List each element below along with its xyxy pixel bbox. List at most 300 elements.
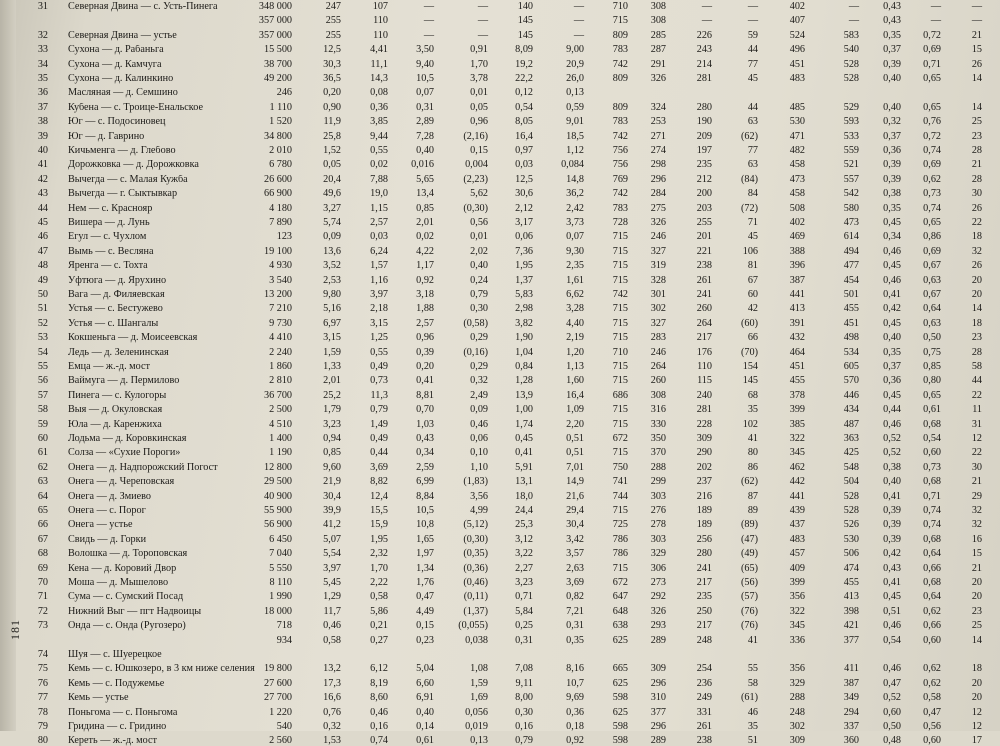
table-cell: 0,69 [923,245,941,257]
table-cell: 11,9 [323,116,341,128]
table-cell: 9,69 [566,692,584,704]
table-cell: 0,55 [370,145,388,156]
table-cell: 7,36 [515,245,533,257]
table-cell: 6 450 [269,533,292,545]
river-station-name: Дорожковка — д. Дорожковка [68,160,199,171]
table-cell: 40 900 [263,490,292,502]
table-cell: 0,79 [470,289,488,300]
table-cell: 26 [971,58,982,70]
table-cell: 0,40 [470,260,488,272]
table-cell: 217 [696,620,712,632]
table-cell: 0,016 [411,159,434,171]
table-row [26,362,986,372]
table-cell: 0,64 [923,303,941,315]
table-cell: 0,29 [470,332,488,344]
table-cell: 0,47 [923,706,941,718]
table-cell: 8,05 [515,116,533,128]
row-number: 68 [37,548,48,560]
table-cell: 13,4 [416,188,434,200]
table-cell: 378 [789,389,805,401]
table-cell: 280 [696,101,712,113]
table-cell: 253 [650,116,666,128]
table-cell: 7,21 [566,605,584,617]
table-cell: 0,62 [923,605,941,617]
table-cell: 102 [742,418,758,430]
table-cell: 0,34 [416,447,434,459]
table-cell: 2 560 [269,735,292,746]
table-cell: 396 [789,260,805,272]
river-station-name: Ваймуга — д. Пермилово [68,376,180,387]
row-number: 32 [37,29,48,41]
table-cell: 28 [971,145,982,156]
table-cell: 0,05 [323,159,341,171]
table-cell: 77 [747,58,758,70]
table-cell: 744 [612,490,628,502]
table-cell: (89) [741,519,758,531]
table-cell: 0,12 [515,87,533,99]
table-row [26,189,986,199]
table-cell: 5,45 [323,577,341,588]
table-cell: 26 600 [263,173,292,185]
table-cell: 557 [843,173,859,185]
table-cell: 8,09 [515,44,533,56]
table-cell: 14,3 [370,73,388,84]
table-cell: 260 [696,303,712,315]
river-station-name: Ледь — д. Зеленинская [68,347,169,358]
table-cell: 451 [789,361,805,372]
table-cell: 209 [696,130,712,142]
table-cell: 1 190 [269,447,292,459]
table-cell: 432 [789,332,805,344]
table-cell: 236 [696,677,712,689]
table-cell: 1,03 [416,418,434,430]
table-cell: 0,47 [416,591,434,603]
table-cell: 2,18 [370,303,388,315]
table-cell: 201 [696,231,712,243]
river-station-name: Кереть — ж.-д. мост [68,736,157,746]
table-cell: 0,07 [416,87,434,99]
table-cell: 809 [612,29,628,41]
table-cell: 41 [747,433,758,444]
row-number: 73 [37,620,48,632]
table-cell: 0,92 [566,735,584,746]
table-cell: 283 [650,332,666,344]
table-cell: 1,90 [515,332,533,344]
row-number: 77 [37,692,48,704]
table-cell: 1 860 [269,361,292,372]
row-number: 62 [37,461,48,473]
table-cell: 4,22 [416,245,434,257]
table-cell: 330 [650,418,666,430]
table-cell: 0,58 [923,692,941,704]
table-cell: 0,61 [923,404,941,416]
table-cell: 345 [789,620,805,632]
table-row [26,391,986,401]
table-cell: 0,46 [370,706,388,718]
table-cell: 0,39 [883,58,901,70]
table-cell: 12,4 [370,490,388,502]
table-cell: 0,35 [883,29,901,41]
table-cell: 20 [971,692,982,704]
table-cell: 3,17 [515,217,533,228]
row-number: 42 [37,173,48,185]
table-cell: 329 [650,548,666,560]
table-cell: 240 [696,389,712,401]
table-cell: 540 [843,44,859,56]
table-cell: 0,46 [323,620,341,632]
table-cell: 327 [650,317,666,329]
table-cell: — [477,15,488,27]
table-cell: 9,80 [323,289,341,300]
table-cell: 533 [843,130,859,142]
table-cell: 1,97 [416,548,434,560]
table-cell: 9 730 [269,317,292,329]
table-cell: 280 [696,548,712,560]
table-cell: 3,27 [323,202,341,214]
table-cell: 241 [696,289,712,300]
table-cell: 0,73 [923,461,941,473]
table-cell: 0,29 [470,361,488,372]
table-cell: (5,12) [463,519,488,531]
table-cell: 0,85 [416,202,434,214]
table-cell: 425 [843,447,859,459]
table-cell: 290 [696,447,712,459]
table-cell: 349 [843,692,859,704]
table-cell: — [423,29,434,41]
table-cell: 316 [650,404,666,416]
table-cell: 398 [843,605,859,617]
row-number: 54 [37,346,48,358]
table-cell: 248 [696,634,712,646]
row-number: 36 [37,87,48,99]
table-cell: 0,65 [923,73,941,84]
table-cell: 715 [612,361,628,372]
table-cell: 809 [612,73,628,84]
table-cell: 14 [971,634,982,646]
table-cell: 451 [843,317,859,329]
table-cell: 0,73 [370,375,388,387]
table-cell: 9,30 [566,245,584,257]
table-cell: 0,45 [883,389,901,401]
table-cell: 605 [843,361,859,372]
table-cell: 4 180 [269,202,292,214]
table-cell: 1,88 [416,303,434,315]
river-station-name: Нижний Выг — пгт Надвоицы [68,606,202,617]
table-cell: 473 [789,173,805,185]
table-cell: 2,89 [416,116,434,128]
table-cell: 1,28 [515,375,533,387]
table-cell: 0,30 [515,706,533,718]
table-cell: 6,60 [416,677,434,689]
table-cell: 273 [650,577,666,588]
table-cell: 5,62 [470,188,488,200]
table-cell: (76) [741,620,758,632]
table-cell: 487 [843,418,859,430]
table-cell: 51 [747,735,758,746]
table-cell: 1,60 [566,375,584,387]
table-cell: 3,42 [566,533,584,545]
table-cell: 477 [843,260,859,272]
table-cell: 0,038 [465,634,488,646]
table-cell: 7 040 [269,548,292,560]
table-cell: 68 [747,389,758,401]
table-cell: 309 [789,735,805,746]
row-number: 38 [37,116,48,128]
table-row [26,160,986,170]
table-cell: 20 [971,677,982,689]
table-cell: 176 [696,346,712,358]
table-cell: 769 [612,173,628,185]
table-cell: 9,01 [566,116,584,128]
table-cell: 0,58 [370,591,388,603]
river-station-name: Масляная — д. Семшино [68,88,178,99]
table-cell: 6,62 [566,289,584,300]
table-cell: 8,00 [515,692,533,704]
row-number: 57 [37,389,48,401]
table-cell: 0,44 [883,404,901,416]
table-cell: 3,73 [566,217,584,228]
table-cell: 301 [650,289,666,300]
table-cell: 81 [747,260,758,272]
row-number: 75 [37,663,48,675]
table-cell: 559 [843,145,859,156]
table-row [26,31,986,41]
row-number: 76 [37,677,48,689]
table-cell: 80 [747,447,758,459]
table-cell: 226 [696,29,712,41]
table-cell: 0,91 [470,44,488,56]
table-cell: — [971,1,982,12]
table-cell: 0,16 [515,721,533,732]
table-cell: 13,2 [323,663,341,675]
table-cell: 228 [696,418,712,430]
river-station-name: Пинега — с. Кулогоры [68,390,167,401]
table-cell: 18 [971,231,982,243]
table-cell: 20,4 [323,173,341,185]
table-cell: 60 [747,289,758,300]
table-cell: 16 [971,533,982,545]
table-cell: 387 [789,274,805,286]
table-row [26,549,986,559]
table-cell: 3,56 [470,490,488,502]
table-cell: (70) [741,346,758,358]
table-cell: 7 890 [269,217,292,228]
table-cell: 399 [789,577,805,588]
table-cell: 0,39 [883,505,901,516]
table-cell: 451 [789,58,805,70]
table-row [26,117,986,127]
table-row [26,492,986,502]
table-cell: 15,5 [370,505,388,516]
table-cell: 0,13 [566,87,584,99]
table-cell: 0,25 [515,620,533,632]
table-cell: 756 [612,145,628,156]
table-cell: 17 [971,735,982,746]
table-cell: 786 [612,548,628,560]
table-cell: 0,056 [465,706,488,718]
table-cell: 29 500 [263,476,292,488]
table-cell: 2,01 [323,375,341,387]
table-row [26,520,986,530]
table-cell: 247 [325,1,341,12]
table-cell: 2,63 [566,562,584,574]
table-cell: 0,49 [370,361,388,372]
river-station-name: Лодьма — д. Коровкинская [68,434,187,444]
table-cell: 0,32 [323,721,341,732]
table-cell: 0,59 [566,101,584,113]
table-cell: (60) [741,317,758,329]
table-cell: 24,4 [515,505,533,516]
table-cell: 1,49 [370,418,388,430]
table-cell: 67 [747,274,758,286]
table-cell: 496 [789,44,805,56]
row-number: 35 [37,73,48,84]
table-cell: 725 [612,519,628,531]
table-cell: 249 [696,692,712,704]
table-cell: 387 [843,677,859,689]
table-cell: 28 [971,173,982,185]
table-cell: 483 [789,533,805,545]
row-number: 52 [37,317,48,329]
river-station-name: Кичьменга — д. Глебово [68,146,176,156]
table-cell: 291 [650,58,666,70]
table-cell: 281 [696,73,712,84]
river-station-name: Емца — ж.-д. мост [68,362,150,372]
table-cell: 14 [971,303,982,315]
table-cell: 455 [843,303,859,315]
table-cell: 0,85 [323,447,341,459]
table-cell: 0,35 [883,346,901,358]
table-cell: 293 [650,620,666,632]
table-cell: 0,07 [566,231,584,243]
table-cell: 0,36 [370,101,388,113]
table-cell: 29 [971,490,982,502]
table-cell: — [423,1,434,12]
table-cell: 217 [696,577,712,588]
table-cell: 570 [843,375,859,387]
river-station-name: Вычегда — с. Малая Кужба [68,174,188,185]
table-row [26,736,986,746]
table-cell: 8,81 [416,389,434,401]
row-number: 50 [37,289,48,300]
table-cell: 0,66 [923,562,941,574]
table-row [26,650,986,660]
table-cell: 0,47 [883,677,901,689]
table-cell: 0,60 [923,447,941,459]
table-cell: 0,03 [515,159,533,171]
table-cell: 756 [612,159,628,171]
table-cell: 0,43 [883,1,901,12]
table-row [26,261,986,271]
table-cell: 190 [696,116,712,128]
table-cell: 0,09 [470,404,488,416]
table-cell: 0,67 [923,289,941,300]
table-cell: 19,0 [370,188,388,200]
table-cell: 337 [843,721,859,732]
table-cell: 0,63 [923,274,941,286]
table-row [26,621,986,631]
row-number: 47 [37,245,48,257]
table-cell: 255 [325,29,341,41]
table-cell: 18,0 [515,490,533,502]
table-cell: 0,75 [923,346,941,358]
table-cell: 12 [971,721,982,732]
row-number: 48 [37,260,48,272]
table-cell: 9,11 [515,677,533,689]
table-cell: 21 [971,29,982,41]
table-cell: 715 [612,260,628,272]
row-number: 34 [37,58,48,70]
table-cell: 49,6 [323,188,341,200]
row-number: 72 [37,605,48,617]
table-cell: 235 [696,159,712,171]
table-cell: (1,37) [463,605,488,617]
table-row [26,477,986,487]
table-cell: 203 [696,202,712,214]
table-cell: 84 [747,188,758,200]
table-cell: 0,18 [566,721,584,732]
table-cell: 1,52 [323,145,341,156]
table-cell: 274 [650,145,666,156]
table-cell: 0,72 [923,130,941,142]
table-row [26,708,986,718]
table-cell: 35 [747,404,758,416]
table-cell: 0,37 [883,361,901,372]
row-number: 64 [37,490,48,502]
river-station-name: Юг — с. Подосиновец [68,117,166,128]
table-cell: 0,31 [416,101,434,113]
table-cell: 2,49 [470,389,488,401]
table-cell: 783 [612,116,628,128]
table-cell: 409 [789,562,805,574]
table-cell: — [747,1,758,12]
table-cell: 254 [696,663,712,675]
table-cell: 16,4 [515,130,533,142]
table-cell: 3,85 [370,116,388,128]
row-number: 65 [37,505,48,516]
row-number: 80 [37,735,48,746]
table-cell: 35 [747,721,758,732]
table-row [26,664,986,674]
table-cell: 298 [650,159,666,171]
table-cell: 434 [843,404,859,416]
table-cell: 7,08 [515,663,533,675]
table-row [26,636,986,646]
table-cell: 322 [789,433,805,444]
table-cell: 2,59 [416,461,434,473]
table-cell: 471 [789,130,805,142]
table-cell: 11 [972,404,982,416]
table-row [26,247,986,257]
table-cell: 4 410 [269,332,292,344]
table-cell: 0,45 [883,260,901,272]
row-number: 53 [37,332,48,344]
table-cell: 0,66 [923,620,941,632]
table-cell: 0,45 [883,217,901,228]
table-cell: 2,42 [566,202,584,214]
table-row [26,146,986,156]
table-cell: 261 [696,274,712,286]
table-cell: 22 [971,447,982,459]
river-station-name: Солза — «Сухие Пороги» [68,448,181,459]
table-cell: 0,20 [323,87,341,99]
table-cell: 530 [843,533,859,545]
table-cell: 289 [650,735,666,746]
table-cell: 264 [650,361,666,372]
table-cell: 598 [612,692,628,704]
table-cell: 2,01 [416,217,434,228]
table-cell: (72) [741,202,758,214]
